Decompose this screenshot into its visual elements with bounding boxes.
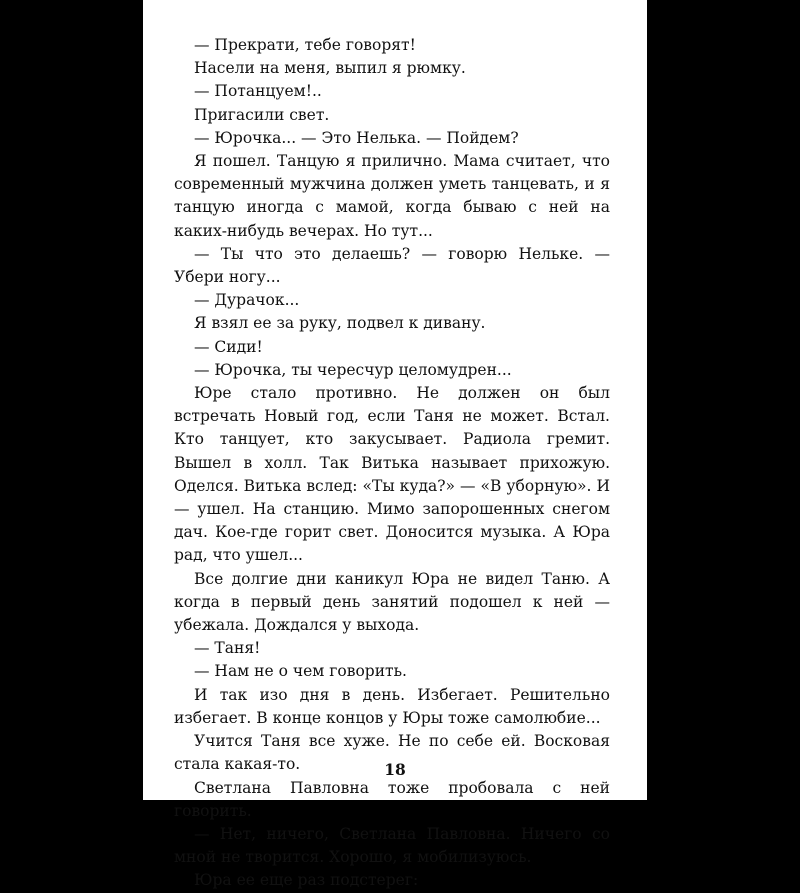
paragraph: — Потанцуем!.. [194, 82, 322, 101]
paragraph: — Ты что это делаешь? — говорю Нельке. — Убери ногу... [174, 244, 610, 287]
paragraph: Я взял ее за руку, подвел к дивану. [194, 314, 486, 333]
page-number: 18 [384, 760, 406, 779]
paragraph: Светлана Павловна тоже пробовала с ней говорить. [174, 778, 610, 820]
book-page [143, 0, 647, 890]
paragraph: Учится Таня все хуже. Не по себе ей. Восковая стала какая-то. [174, 732, 610, 774]
paragraph: Я пошел. Танцую я прилично. Мама считает, что современный мужчина должен уметь танцевать, и я танцую иногда с мамой, когда бываю с ней на каких-нибудь вечерах. Но тут... [174, 152, 610, 240]
paragraph: Пригасили свет. [194, 105, 330, 124]
paragraph: Насели на меня, выпил я рюмку. [194, 59, 466, 78]
paragraph: Юре стало противно. Не должен он был встречать Новый год, если Таня не может. Встал. Кто танцует, кто закусывает. Радиола гремит. Вышел в холл. Так Витька называет прихожую. Оделся. Витька вслед: «Ты куда?» — «В уборную». И — ушел. На станцию. Мимо запорошенных снегом дач. Кое-где горит свет. Доносится музыка. А Юра рад, что ушел... [174, 384, 610, 565]
paragraph: — Прекрати, тебе говорят! [194, 36, 416, 54]
paragraph: — Нам не о чем говорить. [194, 662, 407, 681]
paragraph: — Сиди! [194, 337, 263, 356]
paragraph: — Юрочка... — Это Нелька. — Пойдем? [194, 128, 519, 147]
paragraph: — Дурачок... [194, 291, 300, 310]
paragraph: — Нет, ничего, Светлана Павловна. Ничего со мной не творится. Хорошо, я мобилизуюсь. [174, 824, 610, 867]
paragraph: — Таня! [194, 639, 261, 658]
paragraph: — Юрочка, ты чересчур целомудрен... [194, 360, 512, 379]
paragraph: Юра ее еще раз подстерег: [194, 871, 419, 890]
paragraph: И так изо дня в день. Избегает. Решительно избегает. В конце концов у Юры тоже самолюбие... [174, 685, 610, 727]
paragraph: Все долгие дни каникул Юра не видел Таню. А когда в первый день занятий подошел к ней — убежала. Дождался у выхода. [174, 569, 610, 635]
